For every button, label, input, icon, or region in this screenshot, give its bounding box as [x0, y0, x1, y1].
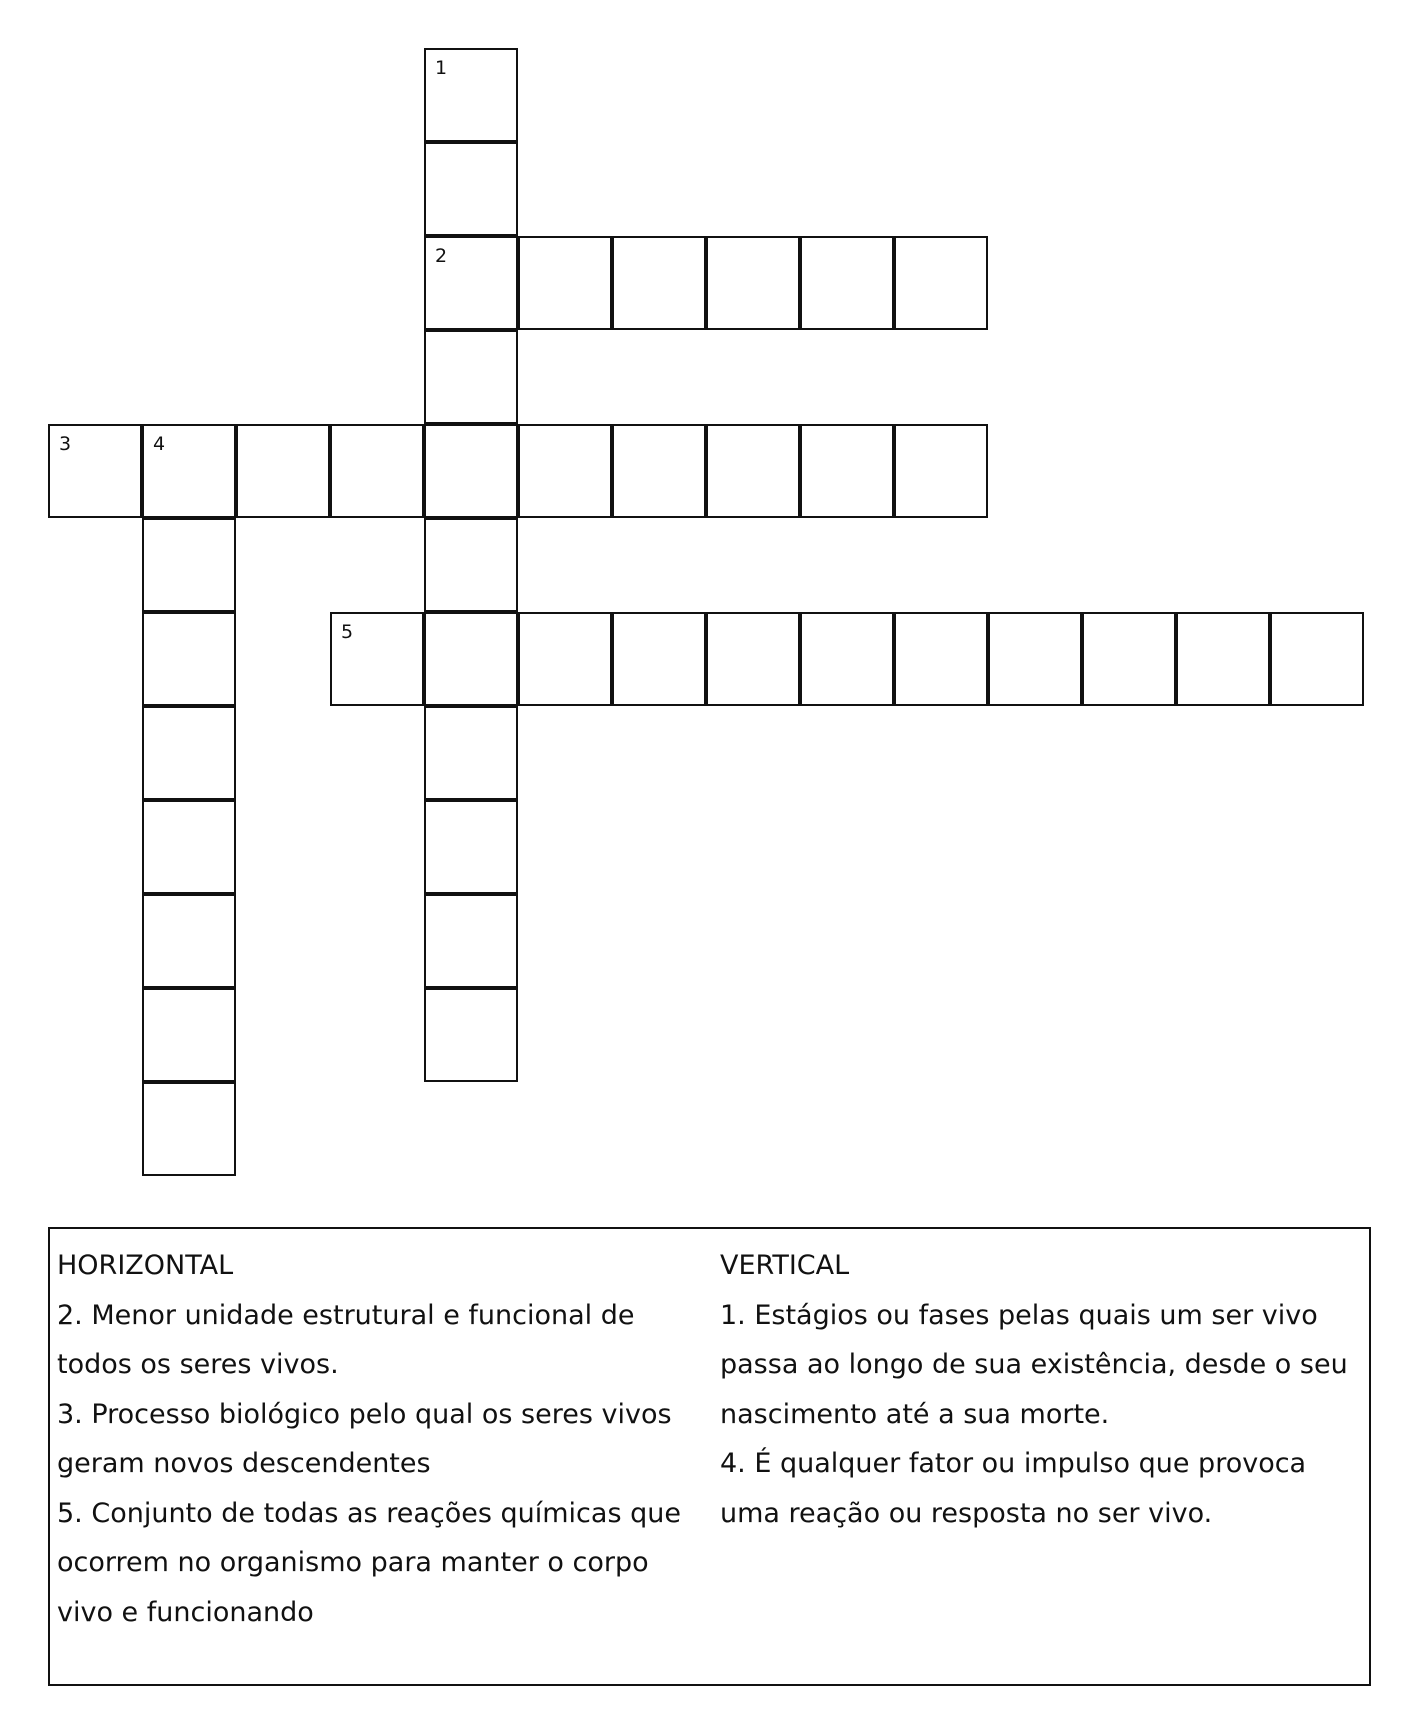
- crossword-cell[interactable]: [142, 988, 236, 1082]
- crossword-cell[interactable]: [706, 424, 800, 518]
- clue-number-4: 4: [153, 433, 166, 455]
- crossword-cell[interactable]: [330, 424, 424, 518]
- vertical-clue-1: 1. Estágios ou fases pelas quais um ser vivo passa ao longo de sua existência, desde o seu nascimento até a sua morte.: [720, 1299, 1348, 1430]
- horizontal-clue-5: 5. Conjunto de todas as reações químicas que ocorrem no organismo para manter o corpo vivo e funcionando: [57, 1497, 681, 1628]
- crossword-cell[interactable]: [330, 612, 424, 706]
- crossword-cell[interactable]: [424, 518, 518, 612]
- crossword-cell[interactable]: [800, 612, 894, 706]
- horizontal-clues: [57, 1241, 697, 1637]
- crossword-cell[interactable]: [518, 612, 612, 706]
- crossword-cell[interactable]: [612, 612, 706, 706]
- horizontal-clues-title: HORIZONTAL: [57, 1250, 234, 1281]
- horizontal-clue-2: 2. Menor unidade estrutural e funcional de todos os seres vivos.: [57, 1299, 635, 1380]
- crossword-cell[interactable]: [424, 706, 518, 800]
- crossword-cell[interactable]: [236, 424, 330, 518]
- vertical-clue-4: 4. É qualquer fator ou impulso que provoca uma reação ou resposta no ser vivo.: [720, 1448, 1307, 1529]
- crossword-cell[interactable]: [1176, 612, 1270, 706]
- clue-number-5: 5: [341, 621, 354, 643]
- clue-number-3: 3: [59, 433, 72, 455]
- crossword-cell[interactable]: [424, 612, 518, 706]
- crossword-cell[interactable]: [612, 236, 706, 330]
- clue-number-1: 1: [435, 57, 448, 79]
- crossword-cell[interactable]: [894, 424, 988, 518]
- crossword-cell[interactable]: [612, 424, 706, 518]
- crossword-cell[interactable]: [142, 1082, 236, 1176]
- crossword-cell[interactable]: [424, 988, 518, 1082]
- clue-number-2: 2: [435, 245, 448, 267]
- crossword-cell[interactable]: [424, 142, 518, 236]
- crossword-cell[interactable]: [518, 424, 612, 518]
- crossword-cell[interactable]: [142, 518, 236, 612]
- horizontal-clue-3: 3. Processo biológico pelo qual os seres vivos geram novos descendentes: [57, 1398, 672, 1479]
- vertical-clues: [720, 1241, 1370, 1538]
- crossword-cell[interactable]: [894, 612, 988, 706]
- crossword-cell[interactable]: [424, 236, 518, 330]
- crossword-cell[interactable]: [706, 612, 800, 706]
- clues-box: [48, 1227, 1371, 1686]
- crossword-cell[interactable]: [1270, 612, 1364, 706]
- crossword-cell[interactable]: [142, 424, 236, 518]
- crossword-cell[interactable]: [48, 424, 142, 518]
- crossword-cell[interactable]: [800, 236, 894, 330]
- crossword-cell[interactable]: [424, 800, 518, 894]
- crossword-cell[interactable]: [424, 48, 518, 142]
- crossword-cell[interactable]: [1082, 612, 1176, 706]
- crossword-cell[interactable]: [988, 612, 1082, 706]
- crossword-cell[interactable]: [424, 894, 518, 988]
- crossword-cell[interactable]: [142, 612, 236, 706]
- crossword-cell[interactable]: [706, 236, 800, 330]
- crossword-cell[interactable]: [142, 894, 236, 988]
- crossword-cell[interactable]: [518, 236, 612, 330]
- crossword-cell[interactable]: [142, 800, 236, 894]
- crossword-cell[interactable]: [424, 330, 518, 424]
- vertical-clues-title: VERTICAL: [720, 1250, 850, 1281]
- crossword-cell[interactable]: [142, 706, 236, 800]
- crossword-cell[interactable]: [800, 424, 894, 518]
- crossword-cell[interactable]: [894, 236, 988, 330]
- crossword-cell[interactable]: [424, 424, 518, 518]
